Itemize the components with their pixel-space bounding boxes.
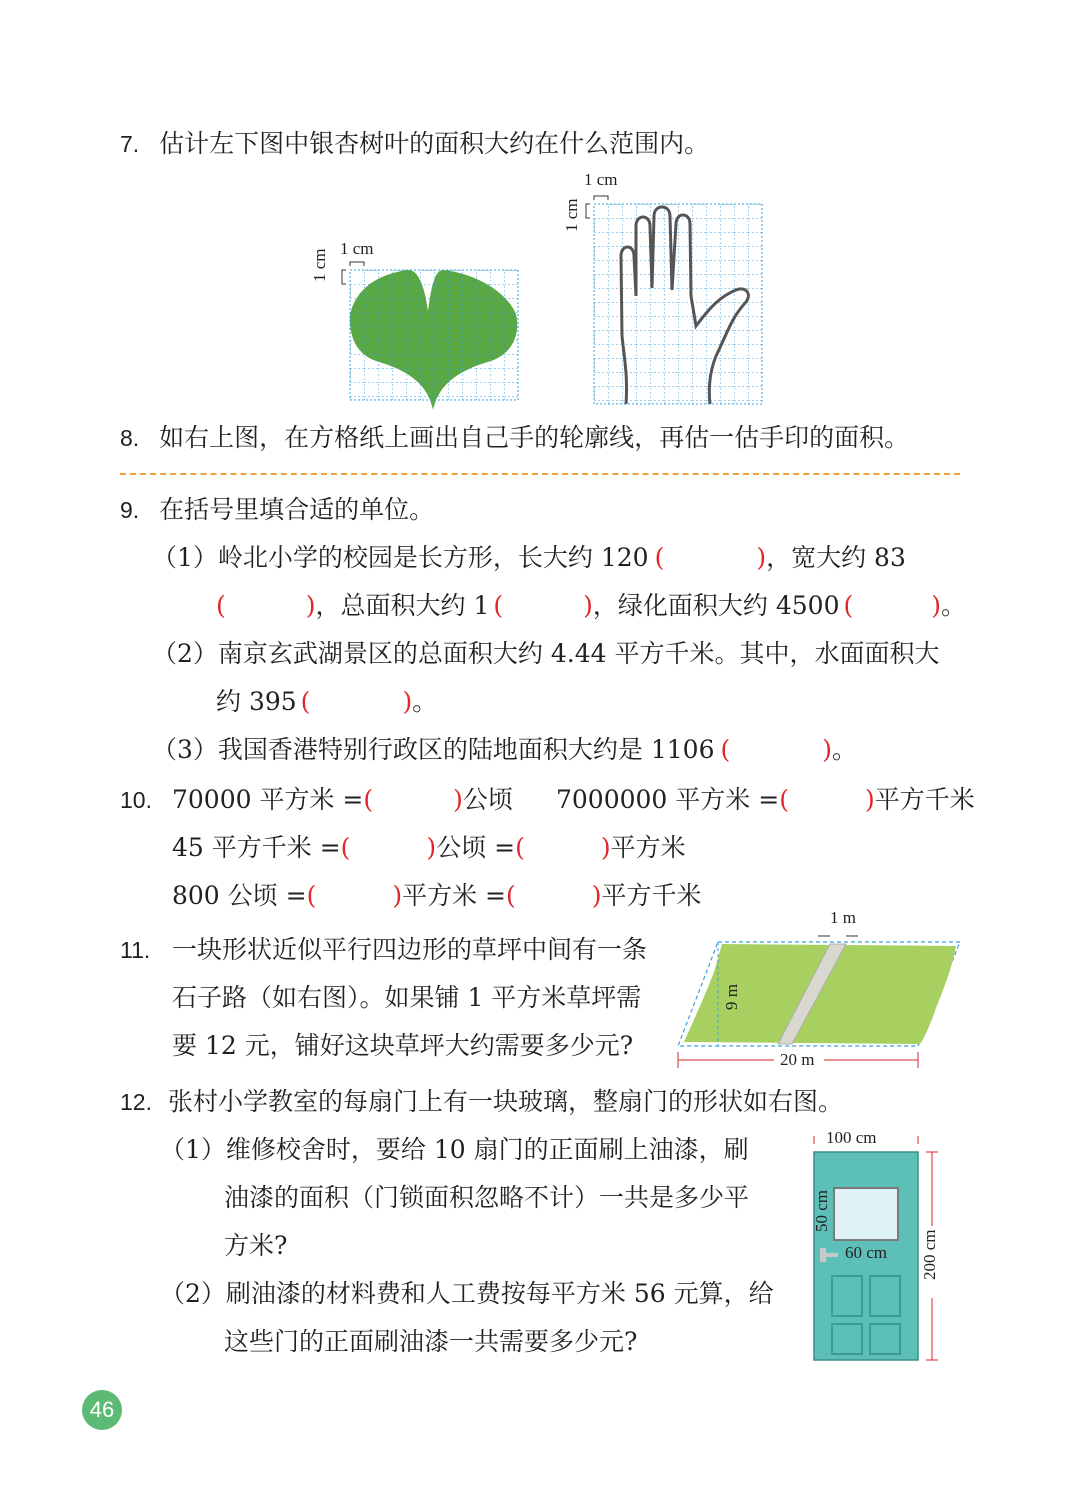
- glass-width-label: 60 cm: [845, 1243, 888, 1262]
- q11-line3: 要 12 元，铺好这块草坪大约需要多少元?: [172, 1031, 634, 1060]
- leaf-height-label: 1 cm: [310, 248, 329, 282]
- q12-part1-line3: 方米?: [224, 1231, 288, 1260]
- lawn-base-label: 20 m: [780, 1050, 815, 1069]
- hand-width-label: 1 cm: [584, 170, 618, 189]
- q11-line2: 石子路（如右图）。如果铺 1 平方米草坪需: [172, 983, 642, 1012]
- door-width-label: 100 cm: [826, 1128, 877, 1147]
- blank-open: (: [654, 543, 665, 572]
- q10-row3: 800 公顷 =( )平方米 =( )平方千米: [172, 881, 702, 910]
- question-number: 9.: [120, 497, 140, 523]
- glass-panel: [834, 1188, 898, 1240]
- question-number-10: 10.: [120, 787, 152, 813]
- q12-part2-line1: （2）刷油漆的材料费和人工费按每平方米 56 元算，给: [160, 1279, 774, 1308]
- question-text: 张村小学教室的每扇门上有一块玻璃，整扇门的形状如右图。: [167, 1087, 843, 1116]
- question-text: 如右上图，在方格纸上画出自己手的轮廓线，再估一估手印的面积。: [159, 423, 910, 452]
- hand-height-label: 1 cm: [562, 198, 581, 232]
- question-12: [120, 1086, 843, 1118]
- leaf-width-label: 1 cm: [340, 239, 374, 258]
- lawn-parallelogram-figure: [674, 928, 964, 1074]
- q9-part1-line2: ( )，总面积大约 1 ( )，绿化面积大约 4500 ( )。: [216, 591, 967, 620]
- path-width-label: 1 m: [830, 908, 856, 927]
- question-8: [120, 422, 909, 454]
- q9-part1-line1: （1）岭北小学的校园是长方形，长大约 120 ( )，宽大约 83: [152, 543, 906, 572]
- q10-row1-left: 70000 平方米 =( )公顷: [172, 785, 513, 814]
- section-divider: [120, 473, 960, 475]
- question-text: 估计左下图中银杏树叶的面积大约在什么范围内。: [159, 129, 710, 158]
- q12-part2-line2: 这些门的正面刷油漆一共需要多少元?: [224, 1327, 638, 1356]
- blank-close: ): [756, 543, 767, 572]
- question-number: 7.: [120, 131, 140, 157]
- q9-part3: （3）我国香港特别行政区的陆地面积大约是 1106 ( )。: [152, 735, 858, 764]
- q10-row1-right: 7000000 平方米 =( )平方千米: [556, 785, 975, 814]
- q12-part1-line1: （1）维修校舍时，要给 10 扇门的正面刷上油漆，刷: [160, 1135, 749, 1164]
- ginkgo-leaf-figure: [316, 236, 526, 411]
- question-7: [120, 128, 709, 160]
- q11-line1: 一块形状近似平行四边形的草坪中间有一条: [172, 935, 648, 964]
- question-number-11: 11.: [120, 937, 151, 963]
- question-9: [120, 494, 434, 526]
- q9-part2-line2: 约 395 ( )。: [216, 687, 438, 716]
- question-number: 12.: [120, 1089, 152, 1115]
- q12-part1-line2: 油漆的面积（门锁面积忽略不计）一共是多少平: [224, 1183, 750, 1212]
- question-number: 8.: [120, 425, 140, 451]
- glass-height-label: 50 cm: [812, 1189, 831, 1232]
- hand-outline-figure: [576, 186, 776, 408]
- question-text: 在括号里填合适的单位。: [159, 495, 435, 524]
- q9-part2-line1: （2）南京玄武湖景区的总面积大约 4.44 平方千米。其中，水面面积大: [152, 639, 940, 668]
- page-number: 46: [82, 1390, 122, 1430]
- q10-row2: 45 平方千米 =( )公顷 =( )平方米: [172, 833, 686, 862]
- lawn-height-label: 9 m: [722, 984, 741, 1010]
- door-height-label: 200 cm: [920, 1229, 939, 1280]
